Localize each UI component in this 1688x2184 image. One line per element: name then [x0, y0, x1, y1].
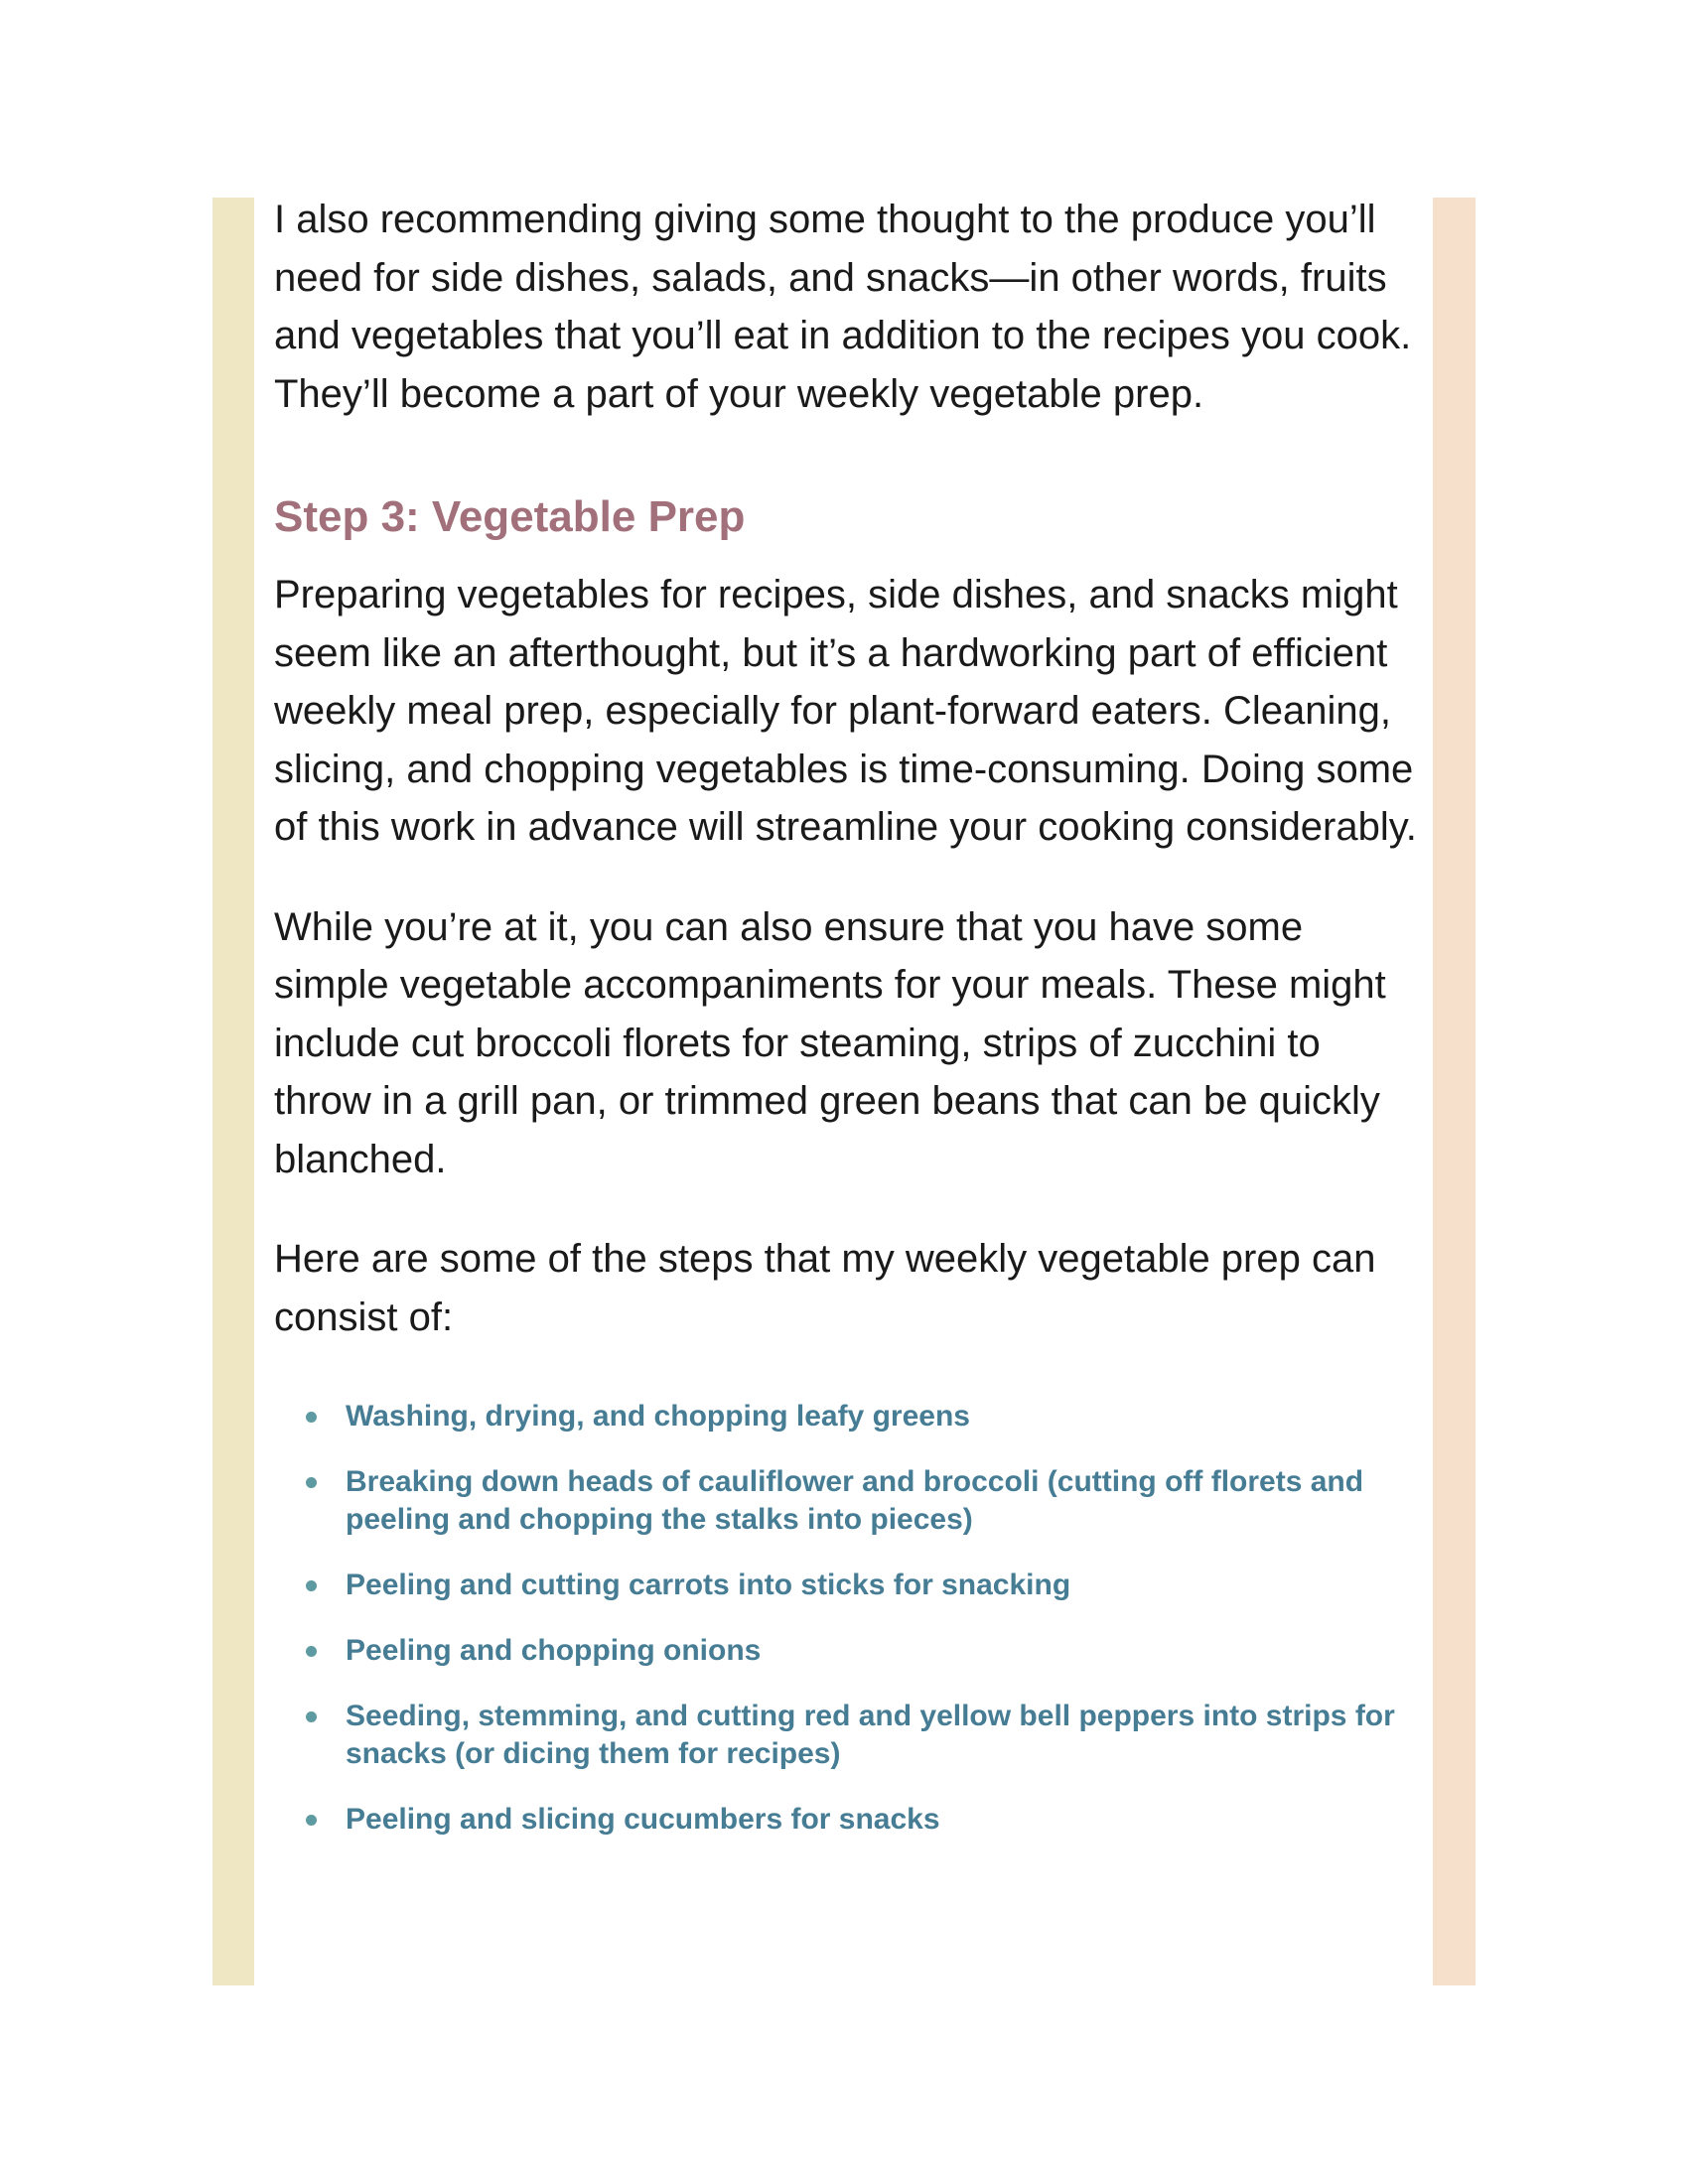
- page-content: [274, 191, 1418, 1866]
- list-item: [306, 1567, 1418, 1604]
- list-item: [306, 1801, 1418, 1839]
- bullet-icon: [306, 1477, 317, 1488]
- list-item-text: Seeding, stemming, and cutting red and yellow bell peppers into strips for snacks (or dicing them for recipes): [346, 1700, 1395, 1770]
- bullet-icon: [306, 1580, 317, 1591]
- bullet-icon: [306, 1815, 317, 1826]
- right-decorative-bar: [1433, 198, 1476, 1985]
- list-item: [306, 1398, 1418, 1435]
- section-paragraph-3: Here are some of the steps that my weekly vegetable prep can consist of:: [274, 1237, 1376, 1339]
- bullet-icon: [306, 1711, 317, 1722]
- list-item-text: Peeling and slicing cucumbers for snacks: [346, 1803, 940, 1836]
- left-decorative-bar: [212, 198, 254, 1985]
- list-item: [306, 1698, 1418, 1773]
- bullet-icon: [306, 1646, 317, 1657]
- list-item: [306, 1632, 1418, 1670]
- vegetable-prep-steps-list: [274, 1398, 1418, 1839]
- bullet-icon: [306, 1412, 317, 1423]
- intro-paragraph: I also recommending giving some thought to the produce you’ll need for side dishes, salads, and snacks—in other words, fruits and vegetables that you’ll eat in addition to the recipes you cook. They’ll become a part of your weekly vegetable prep.: [274, 198, 1412, 416]
- section-paragraph-2: While you’re at it, you can also ensure that you have some simple vegetable accompaniments for your meals. These might include cut broccoli florets for steaming, strips of zucchini to throw in a grill pan, or trimmed green beans that can be quickly blanched.: [274, 904, 1386, 1181]
- list-item-text: Breaking down heads of cauliflower and broccoli (cutting off florets and peeling and chopping the stalks into pieces): [346, 1465, 1364, 1536]
- section-heading: Step 3: Vegetable Prep: [274, 492, 746, 541]
- list-item-text: Peeling and chopping onions: [346, 1634, 762, 1667]
- list-item: [306, 1463, 1418, 1539]
- list-item-text: Peeling and cutting carrots into sticks for snacking: [346, 1569, 1071, 1601]
- list-item-text: Washing, drying, and chopping leafy greens: [346, 1400, 970, 1433]
- section-paragraph-1: Preparing vegetables for recipes, side dishes, and snacks might seem like an afterthought, but it’s a hardworking part of efficient weekly meal prep, especially for plant-forward eaters. Cleaning, slicing, and chopping vegetables is time-consuming. Doing some of this work in advance will streamline your cooking considerably.: [274, 573, 1417, 849]
